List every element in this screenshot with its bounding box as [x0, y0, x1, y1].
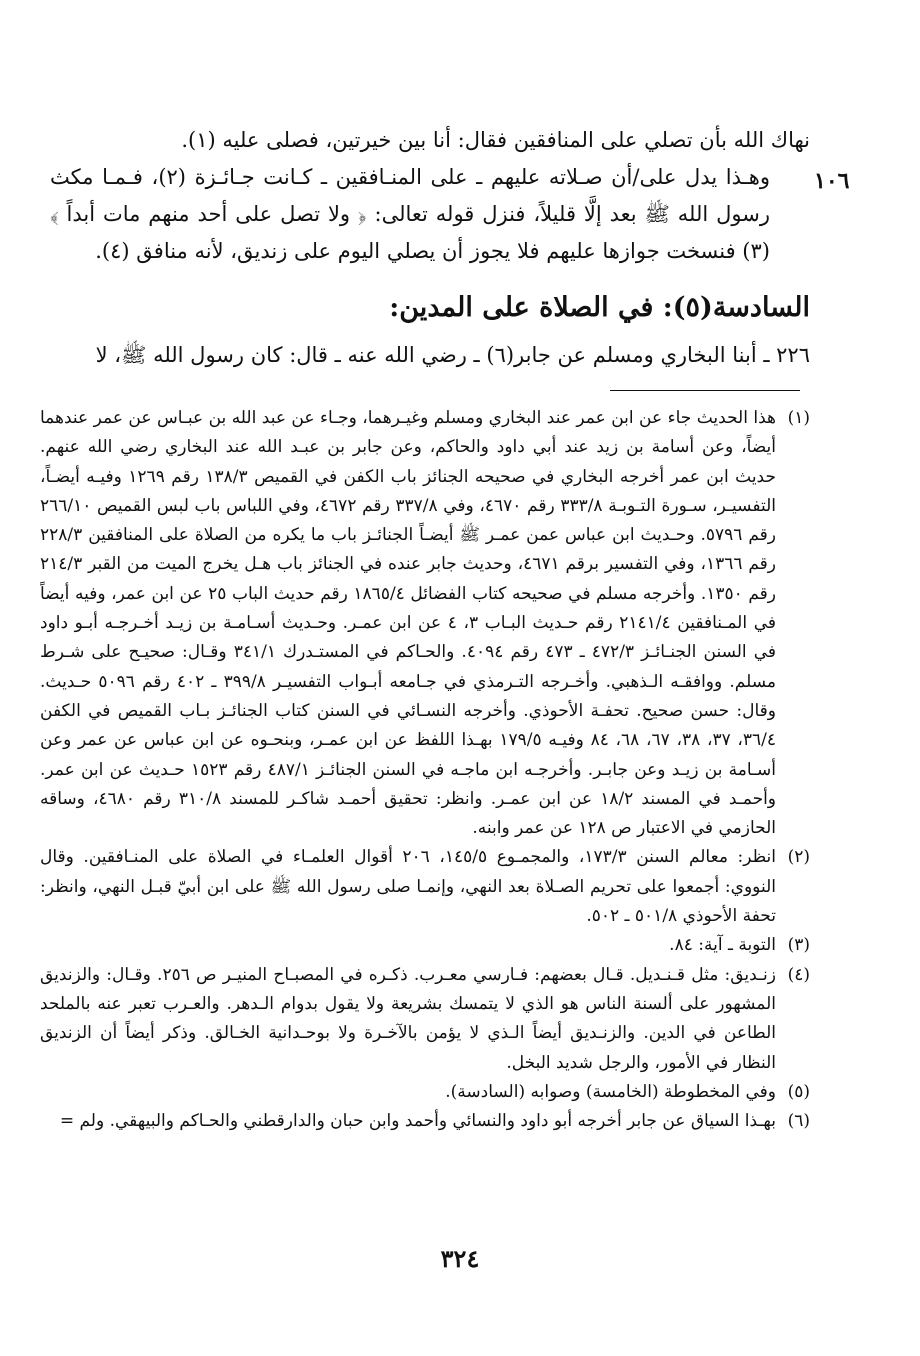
footnote-number: (٢): [787, 847, 810, 868]
page-number: ٣٢٤: [440, 1244, 480, 1273]
footnote-number: (١): [787, 408, 810, 428]
body-paragraph-2: وهـذا يدل على/أن صـلاته عليهم ـ على المنـافقين ـ كـانت جـائـزة (٢)، فـمـا مكث رسول الله ﷺ بعد إلَّا قليلاً، فنزل قوله تعالى: ﴿ ولا تصل على أحد منهم مات أبداً ﴾ (٣) فنسخت جوازها عليهم فلا يجوز أن يصلي اليوم على زنديق، لأنه منافق (٤).: [50, 165, 770, 263]
footnote-text: التوبة ـ آية: ٨٤.: [669, 935, 776, 956]
margin-page-reference: ١٠٦: [814, 168, 850, 194]
footnote-6: [40, 1107, 810, 1136]
footnote-2: [40, 843, 810, 931]
footnote-3: [40, 931, 810, 960]
footnote-1: [40, 404, 810, 843]
hadith-line: ٢٢٦ ـ أبنا البخاري ومسلم عن جابر(٦) ـ رضي الله عنه ـ قال: كان رسول الله ﷺ، لا: [95, 343, 810, 367]
footnote-text: انظر: معالم السنن ١٧٣/٣، والمجمـوع ١٤٥/٥، ٢٠٦ أقوال العلمـاء في الصلاة على المنـافقين. وقال النووي: أجمعوا على تحريم الصـلاة بعد النهي، وإنمـا صلى رسول الله ﷺ على ابن أبيّ قبـل النهي، وانظر: تحفة الأحوذي ٥٠١/٨ ـ ٥٠٢.: [40, 847, 776, 927]
footnote-5: [40, 1078, 810, 1107]
footnote-text: وفي المخطوطة (الخامسة) وصوابه (السادسة).: [445, 1081, 776, 1102]
footnote-4: [40, 961, 810, 1078]
footnote-number: (٦): [787, 1111, 810, 1132]
footnote-text: زنـديق: مثل قـنـديل. قـال بعضهم: فـارسي معـرب. ذكـره في المصبـاح المنيـر ص ٢٥٦. وقـال: والزنديق المشهور على ألسنة الناس هو الذي لا يتمسك بشريعة ولا يقول بدوام الـدهر. والعـرب تعبر عنه بالملحد الطاعن في الدين. والزنـديق أيضاً الـذي لا يؤمن بالآخـرة ولا بوحـدانية الخـالق. وذكر أيضاً أن الزنديق النظار في الأمور، والرجل شديد البخل.: [40, 964, 776, 1073]
main-text: [50, 122, 810, 270]
footnote-number: (٤): [787, 964, 810, 985]
footnotes-section: [40, 404, 810, 1136]
footnote-divider: [610, 390, 800, 391]
section-heading: السادسة(٥): في الصلاة على المدين:: [389, 292, 810, 323]
footnote-text: هذا الحديث جاء عن ابن عمر عند البخاري ومسلم وغيـرهما، وجـاء عن عبد الله بن عبـاس عن عمر عندهما أيضاً، وعن أسامة بن زيد عند أبي داود والحاكم، وعن جابر بن عبـد الله عند البخاري رضي الله عنهم. حديث ابن عمر أخرجه البخاري في صحيحه الجنائز باب الكفن في القميص ١٣٨/٣ رقم ١٢٦٩ وفيـه أيضـاً، التفسيـر، سـورة التـوبـة ٣٣٣/٨ رقم ٤٦٧٠، وفي ٣٣٧/٨ رقم ٤٦٧٢، وفي اللباس باب لبس القميص ٢٦٦/١٠ رقم ٥٧٩٦. وحـديث ابن عباس عمن عمـر ﷺ أيضـاً الجنائـز باب ما يكره من الصلاة على المنافقين ٢٢٨/٣ رقم ١٣٦٦، وفي التفسير برقم ٤٦٧١، وحديث جابر عنده في الجنائز باب هـل يخرج الميت من القبر ٢١٤/٣ رقم ١٣٥٠. وأخرجه مسلم في صحيحه كتاب الفضائل ١٨٦٥/٤ رقم حديث الباب ٢٥ عن ابن عمر، وفيه أيضاً في المـنافقين ٢١٤١/٤ رقم حـديث البـاب ٣، ٤ عن ابن عمـر. وحـديث أسـامـة بن زيـد أخـرجـه أبـو داود في السنن الجنـائـز ٤٧٢/٣ ـ ٤٧٣ رقم ٤٠٩٤. والحـاكم في المستـدرك ٣٤١/١ وقـال: صحيـح على شـرط مسلم. ووافقـه الـذهبي. وأخـرجه التـرمذي في جـامعه أبـواب التفسيـر ٣٩٩/٨ ـ ٤٠٢ رقم ٥٠٩٦ حـديث. وقال: حسن صحيح. تحفـة الأحوذي. وأخرجه النسـائي في السنن كتاب الجنائـز بـاب القميص في الكفن ٣٦/٤، ٣٧، ٣٨، ٦٧، ٦٨، ٨٤ وفيـه ١٧٩/٥ بهـذا اللفظ عن ابن عمـر، وبنحـوه عن ابن عباس عن عمر وعن أسـامة بن زيـد وعن جابـر. وأخرجـه ابن ماجـه في السنن الجنائـز ٤٨٧/١ رقم ١٥٢٣ حـديث عن ابن عمر. وأحمـد في المسند ١٨/٢ عن ابن عمـر. وانظر: تحقيق أحمـد شاكـر للمسند ٣١٠/٨ رقم ٤٦٨٠، وساقه الحازمي في الاعتبار ص ١٢٨ عن عمر وابنه.: [40, 408, 777, 839]
footnote-number: (٣): [787, 935, 810, 956]
footnote-text: بهـذا السياق عن جابر أخرجه أبو داود والنسائي وأحمد وابن حبان والدارقطني والحـاكم والبيهقي. ولم =: [60, 1111, 776, 1131]
footnote-number: (٥): [787, 1081, 810, 1102]
body-paragraph-1: نهاك الله بأن تصلي على المنافقين فقال: أنا بين خيرتين، فصلى عليه (١).: [181, 128, 810, 152]
